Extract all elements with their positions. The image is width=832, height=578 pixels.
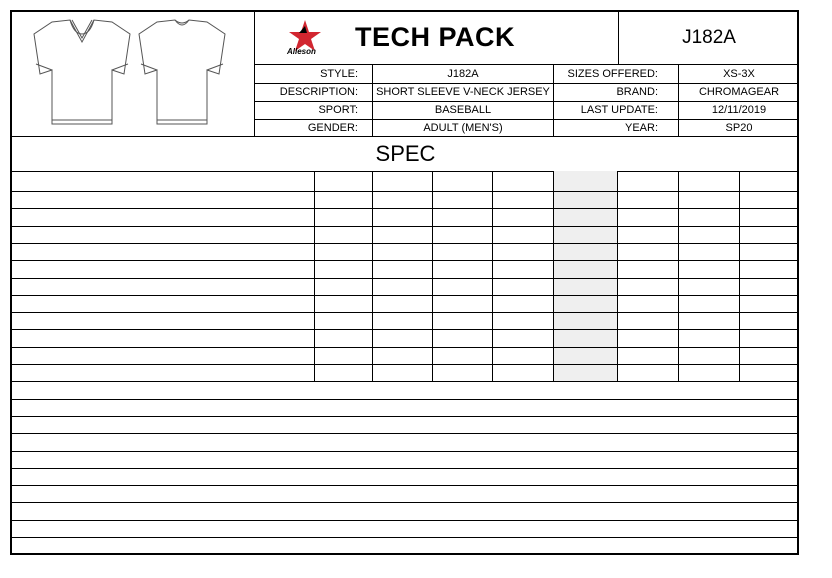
title-block [255, 12, 619, 65]
size-header-m [492, 171, 553, 191]
pom-row-tolerance [314, 208, 372, 225]
measurement-cell [432, 208, 492, 225]
measurement-cell [553, 260, 617, 277]
measurement-cell [372, 364, 432, 381]
measurement-cell [739, 226, 799, 243]
measurement-cell [492, 295, 553, 312]
size-header-xs [372, 171, 432, 191]
measurement-cell [553, 278, 617, 295]
measurement-cell [372, 278, 432, 295]
pom-row-tolerance [314, 260, 372, 277]
size-header-s [432, 171, 492, 191]
style-code: J182A [682, 27, 736, 48]
jersey-front-sketch [12, 12, 255, 136]
measurement-cell [678, 312, 739, 329]
measurement-cell [492, 208, 553, 225]
brand-logo [281, 18, 341, 58]
measurement-cell [492, 278, 553, 295]
pom-row-name [12, 260, 314, 277]
measurement-cell [617, 226, 678, 243]
measurement-cell [432, 295, 492, 312]
measurement-cell [739, 208, 799, 225]
measurement-cell [678, 208, 739, 225]
description-label: DESCRIPTION: [279, 86, 358, 98]
measurement-cell [617, 260, 678, 277]
measurement-cell [553, 208, 617, 225]
pom-row-name [12, 278, 314, 295]
pom-row-tolerance [314, 278, 372, 295]
measurement-cell [678, 329, 739, 346]
measurement-cell [678, 260, 739, 277]
measurement-cell [678, 295, 739, 312]
measurement-cell [739, 364, 799, 381]
page-title: TECH PACK [355, 22, 516, 52]
measurement-cell [492, 364, 553, 381]
measurement-cell [553, 226, 617, 243]
gender-value: ADULT (MEN'S) [423, 121, 503, 134]
measurement-cell [372, 312, 432, 329]
measurement-cell [617, 191, 678, 208]
pom-row-name [12, 329, 314, 346]
measurement-cell [432, 364, 492, 381]
measurement-cell [372, 191, 432, 208]
gender-label: GENDER: [307, 121, 358, 134]
measurement-cell [739, 191, 799, 208]
measurement-cell [617, 243, 678, 260]
measurement-cell [492, 243, 553, 260]
size-header-2x [678, 171, 739, 191]
last-update-value: 12/11/2019 [711, 104, 767, 116]
measurement-cell [372, 226, 432, 243]
measurement-cell [617, 364, 678, 381]
measurement-cell [617, 278, 678, 295]
measurement-cell [372, 243, 432, 260]
pom-row-name [12, 347, 314, 364]
brand-label: BRAND: [616, 86, 658, 98]
sizes-offered-value: XS-3X [723, 68, 755, 80]
measurement-cell [739, 260, 799, 277]
measurement-cell [678, 347, 739, 364]
measurement-cell [739, 243, 799, 260]
pom-header [15, 171, 314, 191]
sport-label: SPORT: [318, 104, 358, 116]
measurement-cell [432, 226, 492, 243]
pom-row-tolerance [314, 364, 372, 381]
logo-wordmark: Alleson [287, 47, 316, 56]
size-header-3x [739, 171, 799, 191]
brand-value: CHROMAGEAR [698, 86, 780, 98]
pom-row-tolerance [314, 347, 372, 364]
pom-row-name [12, 295, 314, 312]
measurement-cell [678, 226, 739, 243]
pom-row-tolerance [314, 226, 372, 243]
measurement-cell [617, 347, 678, 364]
style-code-block [619, 12, 799, 65]
last-update-label: LAST UPDATE: [580, 104, 658, 116]
size-header-l [553, 171, 617, 191]
measurement-cell [553, 295, 617, 312]
measurement-cell [617, 208, 678, 225]
measurement-cell [492, 260, 553, 277]
measurement-cell [739, 329, 799, 346]
pom-row-tolerance [314, 312, 372, 329]
pom-row-tolerance [314, 329, 372, 346]
measurement-cell [432, 260, 492, 277]
measurement-cell [432, 278, 492, 295]
measurement-cell [739, 295, 799, 312]
measurement-cell [739, 278, 799, 295]
pom-row-name [12, 208, 314, 225]
year-value: SP20 [725, 121, 753, 134]
pom-row-tolerance [314, 243, 372, 260]
measurement-cell [432, 243, 492, 260]
measurement-cell [617, 312, 678, 329]
garment-sketch-panel [12, 12, 255, 136]
pom-row-tolerance [314, 191, 372, 208]
sport-value: BASEBALL [434, 104, 492, 116]
measurement-cell [372, 260, 432, 277]
measurement-cell [432, 347, 492, 364]
measurement-cell [678, 191, 739, 208]
pom-row-name [12, 243, 314, 260]
measurement-cell [553, 243, 617, 260]
style-value: J182A [447, 68, 479, 80]
measurement-cell [492, 329, 553, 346]
measurement-cell [372, 295, 432, 312]
description-value: SHORT SLEEVE V-NECK JERSEY [376, 86, 550, 98]
measurement-cell [553, 347, 617, 364]
year-label: YEAR: [624, 121, 658, 134]
measurement-cell [553, 191, 617, 208]
measurement-cell [678, 364, 739, 381]
measurement-cell [678, 278, 739, 295]
measurement-cell [372, 347, 432, 364]
measurement-cell [492, 191, 553, 208]
measurement-cell [553, 312, 617, 329]
measurement-cell [553, 364, 617, 381]
measurement-cell [739, 312, 799, 329]
measurement-cell [678, 243, 739, 260]
measurement-cell [553, 329, 617, 346]
measurement-cell [617, 329, 678, 346]
style-label: STYLE: [320, 68, 358, 80]
pom-row-name [12, 364, 314, 381]
measurement-cell [617, 295, 678, 312]
measurement-cell [372, 208, 432, 225]
measurement-cell [492, 347, 553, 364]
sizes-offered-label: SIZES OFFERED: [567, 68, 658, 80]
measurement-cell [492, 226, 553, 243]
measurement-cell [432, 191, 492, 208]
measurement-cell [372, 329, 432, 346]
pom-row-tolerance [314, 295, 372, 312]
pom-row-name [12, 191, 314, 208]
measurement-cell [432, 329, 492, 346]
pom-row-name [12, 312, 314, 329]
size-header-xl [617, 171, 678, 191]
pom-row-name [12, 226, 314, 243]
measurement-cell [739, 347, 799, 364]
tech-pack-sheet [10, 10, 799, 555]
tol-header [314, 171, 372, 191]
spec-title: SPEC [375, 141, 436, 166]
measurement-cell [432, 312, 492, 329]
spec-table [12, 171, 799, 555]
measurement-cell [492, 312, 553, 329]
